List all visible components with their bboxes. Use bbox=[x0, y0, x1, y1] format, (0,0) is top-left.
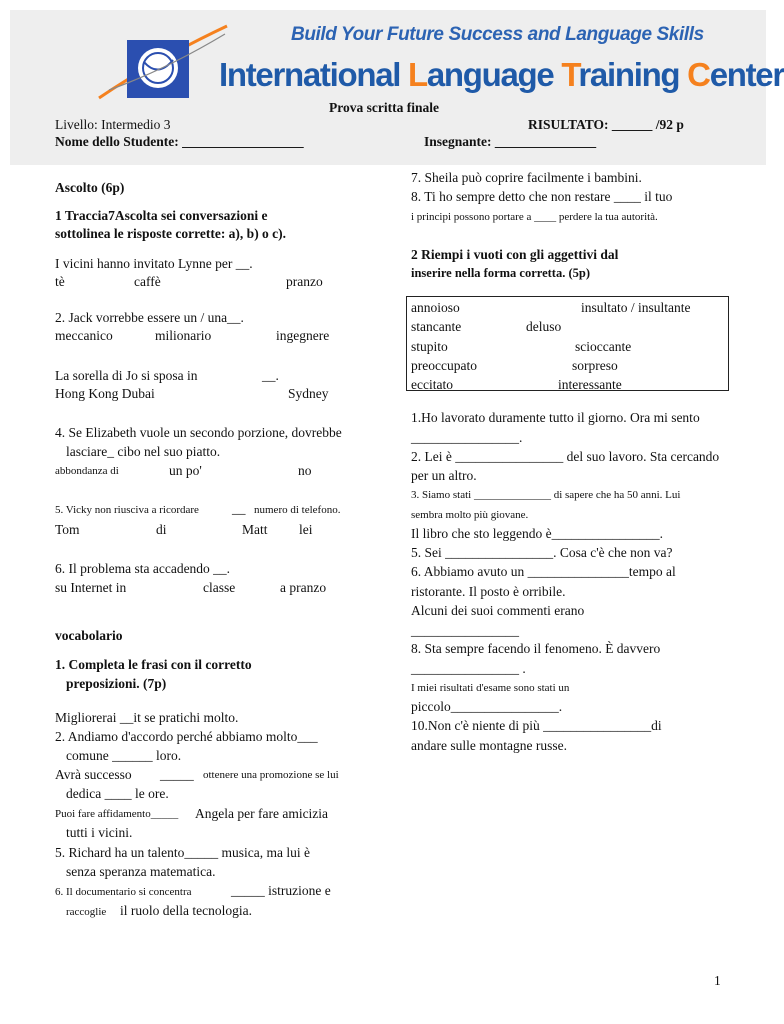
question-text: La sorella di Jo si sposa in bbox=[55, 368, 198, 383]
question-text: per un altro. bbox=[411, 468, 477, 483]
answer-blank: __. bbox=[262, 368, 279, 383]
section-heading: Ascolto (6p) bbox=[55, 180, 125, 195]
question-text: 8. Sta sempre facendo il fenomeno. È davvero bbox=[411, 641, 661, 656]
question-text: andare sulle montagne russe. bbox=[411, 738, 567, 753]
question-text: i principi possono portare a ____ perdere la tua autorità. bbox=[411, 211, 658, 223]
answer-option: a pranzo bbox=[280, 580, 327, 595]
answer-option: no bbox=[298, 463, 312, 478]
question-text: tutti i vicini. bbox=[66, 825, 133, 840]
question-text: comune ______ loro. bbox=[66, 748, 182, 763]
exam-title: Prova scritta finale bbox=[329, 100, 439, 115]
answer-option: un po' bbox=[169, 463, 202, 478]
question-text: 1.Ho lavorato duramente tutto il giorno. Ora mi sento bbox=[411, 410, 700, 425]
word-box-item: stancante bbox=[411, 319, 462, 334]
answer-option: tè bbox=[55, 274, 65, 289]
question-text: 5. Richard ha un talento_____ musica, ma lui è bbox=[55, 845, 310, 860]
word-box-item: scioccante bbox=[575, 339, 632, 354]
level-label: Livello: Intermedio 3 bbox=[55, 117, 171, 132]
word-box-item: preoccupato bbox=[411, 358, 477, 373]
score-field: RISULTATO: ______ /92 p bbox=[528, 117, 684, 132]
question-text: il ruolo della tecnologia. bbox=[120, 903, 252, 918]
question-text: Migliorerai __it se pratichi molto. bbox=[55, 710, 239, 725]
word-box-item: stupito bbox=[411, 339, 448, 354]
question-text: senza speranza matematica. bbox=[66, 864, 216, 879]
question-text: raccoglie bbox=[66, 906, 107, 918]
question-text: Avrà successo bbox=[55, 767, 132, 782]
exercise-heading: 1 Traccia7Ascolta sei conversazioni e bbox=[55, 208, 268, 223]
answer-option: pranzo bbox=[286, 274, 323, 289]
word-box-item: eccitato bbox=[411, 377, 453, 392]
question-text: numero di telefono. bbox=[254, 504, 341, 516]
word-box-item: sorpreso bbox=[572, 358, 618, 373]
answer-option: meccanico bbox=[55, 328, 113, 343]
question-text: 2. Lei è ________________ del suo lavoro. Sta cercando bbox=[411, 449, 720, 464]
question-text: 4. Se Elizabeth vuole un secondo porzione, dovrebbe bbox=[55, 425, 342, 440]
question-text: Il libro che sto leggendo è________________. bbox=[411, 526, 663, 541]
center-name: International Language Training Center bbox=[219, 56, 784, 93]
question-text: Alcuni dei suoi commenti erano bbox=[411, 603, 585, 618]
question-text: 8. Ti ho sempre detto che non restare ____ il tuo bbox=[411, 189, 673, 204]
question-text: 3. Siamo stati ______________ di sapere che ha 50 anni. Lui bbox=[411, 489, 681, 501]
answer-blank: ________________. bbox=[411, 430, 523, 445]
answer-blank: ________________ bbox=[411, 623, 519, 638]
question-text: _____ istruzione e bbox=[231, 883, 331, 898]
question-text: Puoi fare affidamento_____ bbox=[55, 808, 179, 820]
answer-blank: _____ bbox=[160, 767, 194, 782]
exercise-heading: 2 Riempi i vuoti con gli aggettivi dal bbox=[411, 247, 619, 262]
question-text: dedica ____ le ore. bbox=[66, 786, 169, 801]
exercise-heading: sottolinea le risposte corrette: a), b) o c). bbox=[55, 226, 287, 241]
question-text: 6. Abbiamo avuto un _______________tempo al bbox=[411, 564, 676, 579]
student-name-field: Nome dello Studente: __________________ bbox=[55, 134, 304, 149]
page-number: 1 bbox=[714, 973, 721, 988]
word-box-item: deluso bbox=[526, 319, 562, 334]
section-heading: vocabolario bbox=[55, 628, 123, 643]
question-text: I miei risultati d'esame sono stati un bbox=[411, 682, 570, 694]
question-text: 2. Jack vorrebbe essere un / una__. bbox=[55, 310, 244, 325]
question-text: piccolo________________. bbox=[411, 699, 563, 714]
question-text: I vicini hanno invitato Lynne per __. bbox=[55, 256, 253, 271]
question-text: 6. Il problema sta accadendo __. bbox=[55, 561, 231, 576]
answer-option: di bbox=[156, 522, 167, 537]
word-box-item: annoioso bbox=[411, 300, 460, 315]
answer-option: Sydney bbox=[288, 386, 329, 401]
answer-option: Hong Kong Dubai bbox=[55, 386, 155, 401]
exercise-heading: preposizioni. (7p) bbox=[66, 676, 167, 691]
question-text: 10.Non c'è niente di più ________________di bbox=[411, 718, 662, 733]
answer-option: classe bbox=[203, 580, 236, 595]
answer-option: ingegnere bbox=[276, 328, 330, 343]
question-text: 7. Sheila può coprire facilmente i bambini. bbox=[411, 170, 642, 185]
answer-option: Tom bbox=[55, 522, 80, 537]
question-text: 2. Andiamo d'accordo perché abbiamo molto___ bbox=[55, 729, 318, 744]
exercise-heading: 1. Completa le frasi con il corretto bbox=[55, 657, 252, 672]
question-text: ristorante. Il posto è orribile. bbox=[411, 584, 566, 599]
answer-option: su Internet in bbox=[55, 580, 127, 595]
word-box-item: insultato / insultante bbox=[581, 300, 691, 315]
slogan: Build Your Future Success and Language Skills bbox=[291, 24, 704, 45]
answer-blank: __ bbox=[232, 501, 246, 516]
question-text: Angela per fare amicizia bbox=[195, 806, 329, 821]
answer-option: abbondanza di bbox=[55, 465, 119, 477]
teacher-field: Insegnante: _______________ bbox=[424, 134, 597, 149]
answer-option: caffè bbox=[134, 274, 161, 289]
question-text: 5. Sei ________________. Cosa c'è che non va? bbox=[411, 545, 673, 560]
exercise-heading: inserire nella forma corretta. (5p) bbox=[411, 266, 590, 280]
answer-option: lei bbox=[299, 522, 313, 537]
ilt-logo-icon bbox=[95, 20, 230, 108]
question-text: ottenere una promozione se lui bbox=[203, 769, 339, 781]
word-box-item: interessante bbox=[558, 377, 622, 392]
answer-blank: ________________ . bbox=[411, 661, 526, 676]
question-text: 5. Vicky non riusciva a ricordare bbox=[55, 504, 199, 516]
answer-option: milionario bbox=[155, 328, 212, 343]
answer-option: Matt bbox=[242, 522, 268, 537]
question-text: 6. Il documentario si concentra bbox=[55, 886, 192, 898]
question-text: lasciare_ cibo nel suo piatto. bbox=[66, 444, 221, 459]
question-text: sembra molto più giovane. bbox=[411, 509, 529, 521]
